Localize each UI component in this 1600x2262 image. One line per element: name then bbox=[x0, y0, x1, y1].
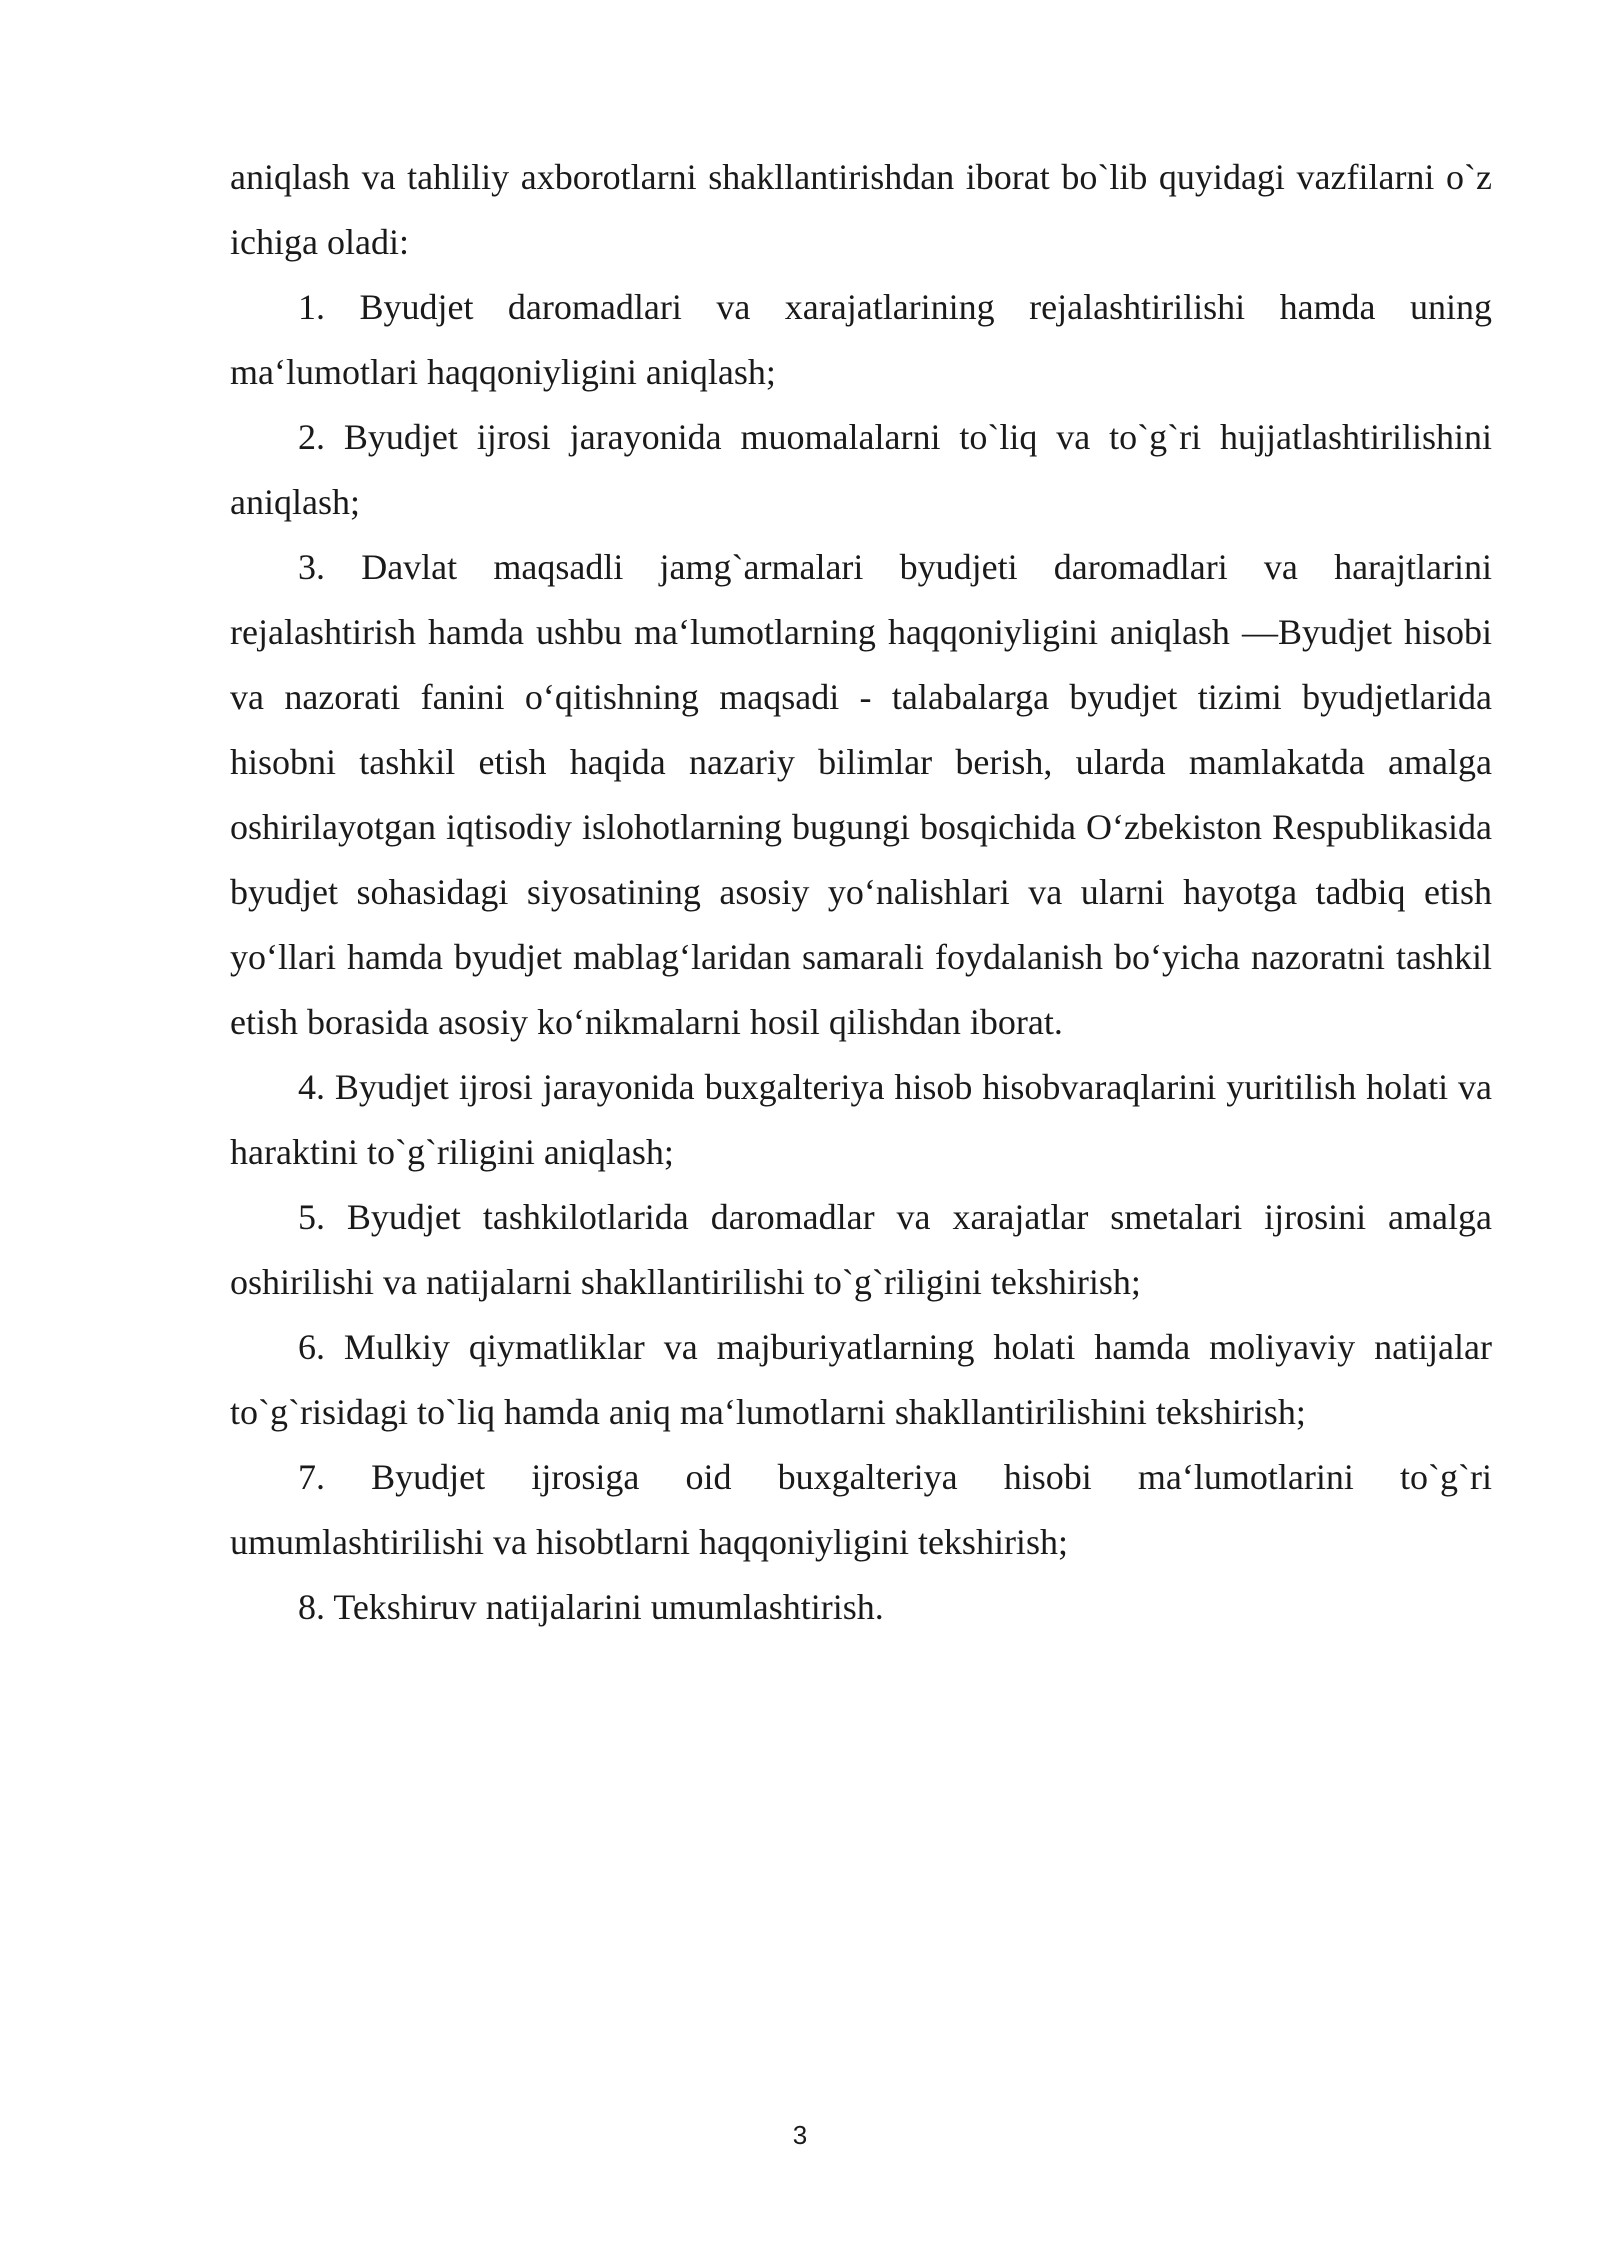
intro-paragraph: aniqlash va tahliliy axborotlarni shakllantirishdan iborat bo`lib quyidagi vazfilarni o`z ichiga oladi: bbox=[230, 157, 1492, 262]
list-item-7: 7. Byudjet ijrosiga oid buxgalteriya hisobi ma‘lumotlarini to`g`ri umumlashtirilishi va hisobtlarni haqqoniyligini tekshirish; bbox=[230, 1457, 1492, 1562]
list-item-5: 5. Byudjet tashkilotlarida daromadlar va xarajatlar smetalari ijrosini amalga oshirilishi va natijalarni shakllantirilishi to`g`riligini tekshirish; bbox=[230, 1197, 1492, 1302]
document-body bbox=[230, 145, 1492, 1640]
page-number: 3 bbox=[792, 2120, 808, 2150]
list-item-3: 3. Davlat maqsadli jamg`armalari byudjeti daromadlari va harajtlarini rejalashtirish hamda ushbu ma‘lumotlarning haqqoniyligini aniqlash —Byudjet hisobi va nazorati fanini o‘qitishning maqsadi - talabalarga byudjet tizimi byudjetlarida hisobni tashkil etish haqida nazariy bilimlar berish, ularda mamlakatda amalga oshirilayotgan iqtisodiy islohotlarning bugungi bosqichida O‘zbekiston Respublikasida byudjet sohasidagi siyosatining asosiy yo‘nalishlari va ularni hayotga tadbiq etish yo‘llari hamda byudjet mablag‘laridan samarali foydalanish bo‘yicha nazoratni tashkil etish borasida asosiy ko‘nikmalarni hosil qilishdan iborat. bbox=[230, 547, 1492, 1042]
list-item-6: 6. Mulkiy qiymatliklar va majburiyatlarning holati hamda moliyaviy natijalar to`g`risidagi to`liq hamda aniq ma‘lumotlarni shakllantirilishini tekshirish; bbox=[230, 1327, 1492, 1432]
list-item-4: 4. Byudjet ijrosi jarayonida buxgalteriya hisob hisobvaraqlarini yuritilish holati va haraktini to`g`riligini aniqlash; bbox=[230, 1067, 1492, 1172]
list-item-8: 8. Tekshiruv natijalarini umumlashtirish. bbox=[298, 1587, 884, 1627]
list-item-1: 1. Byudjet daromadlari va xarajatlarining rejalashtirilishi hamda uning ma‘lumotlari haqqoniyligini aniqlash; bbox=[230, 287, 1492, 392]
list-item-2: 2. Byudjet ijrosi jarayonida muomalalarni to`liq va to`g`ri hujjatlashtirilishini aniqlash; bbox=[230, 417, 1492, 522]
